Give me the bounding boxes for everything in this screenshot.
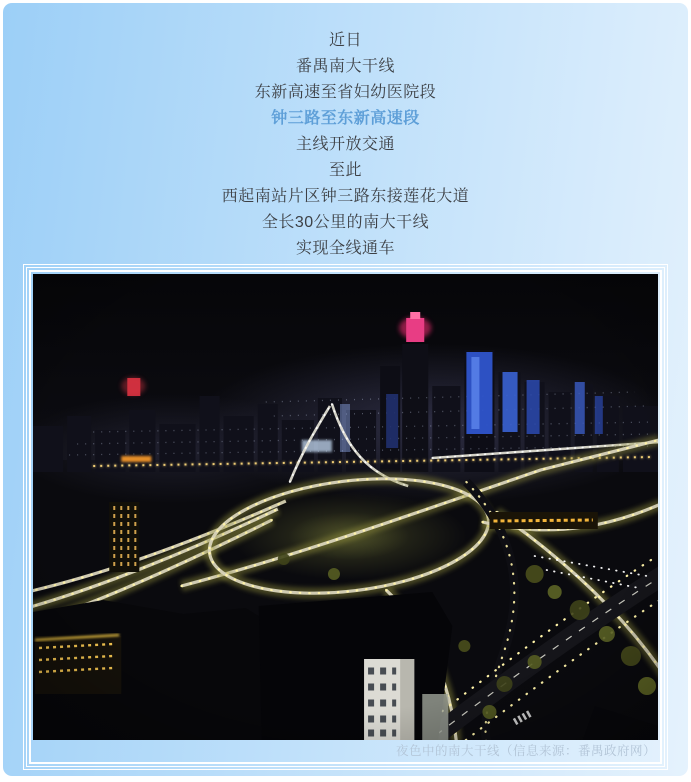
intro-line: 主线开放交通 xyxy=(295,136,395,153)
article-page xyxy=(3,3,688,776)
vignette xyxy=(33,274,658,740)
intro-line: 至此 xyxy=(328,162,362,179)
photo-frame-inner-border xyxy=(29,270,662,764)
intro-line: 实现全线通车 xyxy=(295,240,395,257)
photo-frame-middle-border xyxy=(26,267,665,767)
intro-line: 东新高速至省妇幼医院段 xyxy=(254,84,437,101)
intro-line: 近日 xyxy=(328,32,362,49)
night-interchange-photo[interactable] xyxy=(33,274,658,740)
intro-line: 全长30公里的南大干线 xyxy=(261,214,430,231)
intro-line-highlight: 钟三路至东新高速段 xyxy=(271,110,420,127)
photo-caption: 夜色中的南大干线（信息来源：番禺政府网） xyxy=(395,744,656,758)
intro-line: 番禺南大干线 xyxy=(295,58,395,75)
photo-frame xyxy=(23,264,668,770)
intro-text xyxy=(3,3,688,262)
intro-line: 西起南站片区钟三路东接莲花大道 xyxy=(221,188,470,205)
night-interchange-illustration xyxy=(33,274,658,740)
